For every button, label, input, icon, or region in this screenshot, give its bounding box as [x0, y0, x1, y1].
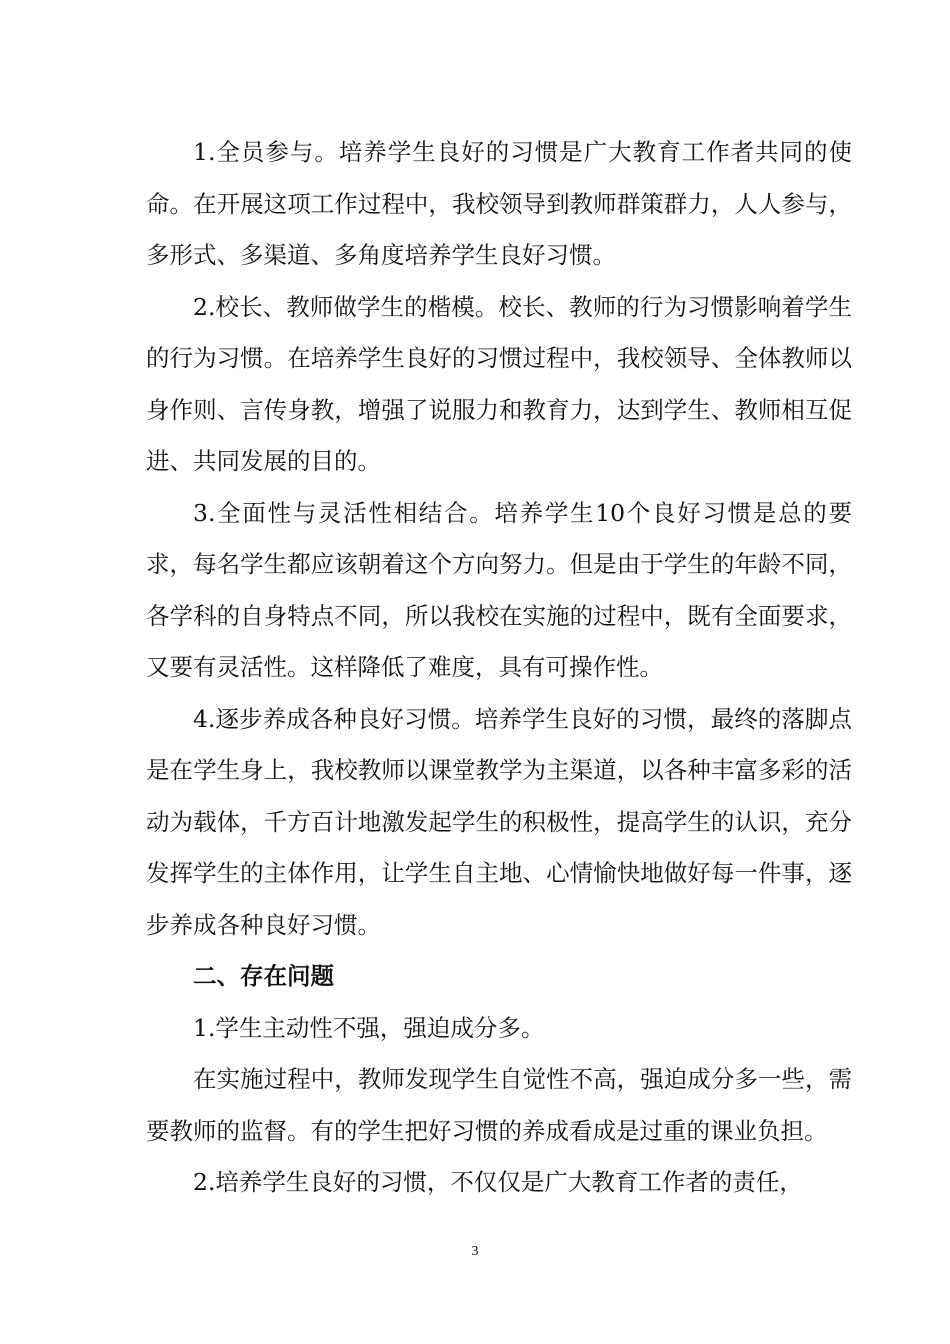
section-heading-problems: 二、存在问题 [193, 962, 334, 990]
issue-detail-paragraph: 在实施过程中，教师发现学生自觉性不高，强迫成分多一些，需要教师的监督。有的学生把好习惯的养成看成是过重的课业负担。 [146, 1065, 852, 1145]
issue-item-responsibility: 2.培养学生良好的习惯，不仅仅是广大教育工作者的责任， [193, 1168, 803, 1196]
paragraph-role-models: 2.校长、教师做学生的楷模。校长、教师的行为习惯影响着学生的行为习惯。在培养学生良好的习惯过程中，我校领导、全体教师以身作则、言传身教，增强了说服力和教育力，达到学生、教师相互促进、共同发展的目的。 [146, 292, 852, 475]
paragraph-gradual-habits: 4.逐步养成各种良好习惯。培养学生良好的习惯，最终的落脚点是在学生身上，我校教师以课堂教学为主渠道，以各种丰富多彩的活动为载体，千方百计地激发起学生的积极性，提高学生的认识，充分发挥学生的主体作用，让学生自主地、心情愉快地做好每一件事，逐步养成各种良好习惯。 [146, 704, 852, 939]
issue-item-initiative: 1.学生主动性不强，强迫成分多。 [193, 1013, 545, 1042]
document-body [146, 127, 852, 1209]
paragraph-comprehensive-flexible: 3.全面性与灵活性相结合。培养学生10个良好习惯是总的要求，每名学生都应该朝着这个方向努力。但是由于学生的年龄不同，各学科的自身特点不同，所以我校在实施的过程中，既有全面要求，又要有灵活性。这样降低了难度，具有可操作性。 [146, 498, 852, 681]
page-number: 3 [471, 1244, 479, 1259]
paragraph-full-participation: 1.全员参与。培养学生良好的习惯是广大教育工作者共同的使命。在开展这项工作过程中，我校领导到教师群策群力，人人参与，多形式、多渠道、多角度培养学生良好习惯。 [146, 138, 852, 269]
